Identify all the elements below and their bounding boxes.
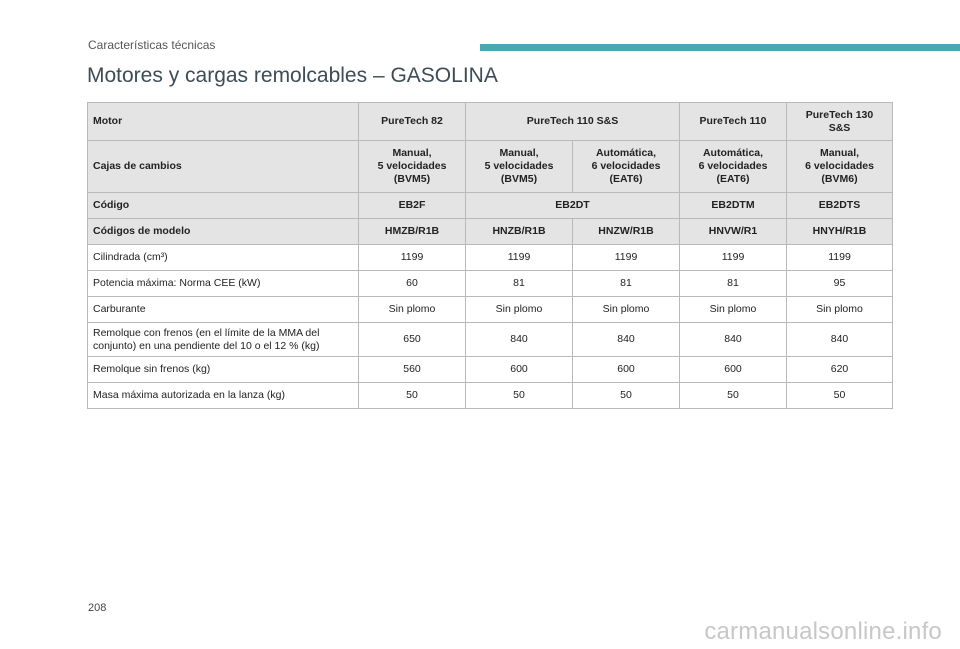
table-row-modelo [88,219,893,245]
cell-text: Manual, 5 velocidades (BVM5) [484,147,554,185]
cell-text: Manual, 5 velocidades (BVM5) [377,147,447,185]
row-label: Cajas de cambios [88,141,359,193]
table-cell: 600 [466,357,573,383]
table-cell [680,141,787,193]
table-cell: 840 [466,323,573,357]
table-row-cajas [88,141,893,193]
table-cell: 1199 [466,245,573,271]
table-cell: PureTech 110 [680,103,787,141]
table-cell: 1199 [359,245,466,271]
table-cell: Sin plomo [359,297,466,323]
page-title: Motores y cargas remolcables – GASOLINA [87,64,498,87]
table-cell: EB2F [359,193,466,219]
table-cell: 50 [466,383,573,409]
row-label: Código [88,193,359,219]
table-cell: 840 [573,323,680,357]
table-cell [573,141,680,193]
table-cell: 81 [680,271,787,297]
cell-text: PureTech 130 S&S [805,108,874,134]
table-cell [466,141,573,193]
table-cell [359,141,466,193]
table-cell: 81 [573,271,680,297]
table-cell: HNYH/R1B [787,219,893,245]
table-cell: 95 [787,271,893,297]
table-cell: 50 [573,383,680,409]
table-cell: PureTech 110 S&S [466,103,680,141]
table-cell [787,103,893,141]
section-label: Características técnicas [88,38,216,52]
cell-text: Automática, 6 velocidades (EAT6) [698,147,768,185]
row-label: Remolque sin frenos (kg) [88,357,359,383]
cell-text: Automática, 6 velocidades (EAT6) [591,147,661,185]
table-cell: 1199 [787,245,893,271]
cell-text: Manual, 6 velocidades (BVM6) [805,147,874,185]
table-cell: HNZW/R1B [573,219,680,245]
table-cell: EB2DTS [787,193,893,219]
table-cell: 600 [573,357,680,383]
table-cell: PureTech 82 [359,103,466,141]
watermark: carmanualsonline.info [704,618,942,645]
table-cell: EB2DTM [680,193,787,219]
row-label: Cilindrada (cm³) [88,245,359,271]
table-row-codigo [88,193,893,219]
table-row [88,297,893,323]
row-label: Códigos de modelo [88,219,359,245]
table-row [88,357,893,383]
table-cell: HNVW/R1 [680,219,787,245]
table-cell: Sin plomo [787,297,893,323]
row-label: Carburante [88,297,359,323]
table-cell: 1199 [573,245,680,271]
table-cell: 840 [680,323,787,357]
table-cell: 600 [680,357,787,383]
table-row [88,323,893,357]
page-number: 208 [88,602,107,614]
row-label: Remolque con frenos (en el límite de la MMA del conjunto) en una pendiente del 10 o el 12 % (kg) [88,323,359,357]
table-cell: 620 [787,357,893,383]
spec-table [87,102,893,409]
table-cell: 840 [787,323,893,357]
table-row-motor [88,103,893,141]
table-cell: 50 [359,383,466,409]
header-accent-bar [480,44,960,51]
table-cell [787,141,893,193]
table-cell: HNZB/R1B [466,219,573,245]
table-cell: EB2DT [466,193,680,219]
table-cell: 1199 [680,245,787,271]
table-row [88,271,893,297]
row-label: Masa máxima autorizada en la lanza (kg) [88,383,359,409]
table-row [88,245,893,271]
row-label: Potencia máxima: Norma CEE (kW) [88,271,359,297]
table-cell: 650 [359,323,466,357]
table-cell: Sin plomo [466,297,573,323]
table-cell: HMZB/R1B [359,219,466,245]
table-cell: 81 [466,271,573,297]
table-cell: 560 [359,357,466,383]
table-row [88,383,893,409]
table-cell: 50 [680,383,787,409]
table-cell: Sin plomo [573,297,680,323]
row-label: Motor [88,103,359,141]
table-cell: Sin plomo [680,297,787,323]
table-cell: 60 [359,271,466,297]
table-cell: 50 [787,383,893,409]
